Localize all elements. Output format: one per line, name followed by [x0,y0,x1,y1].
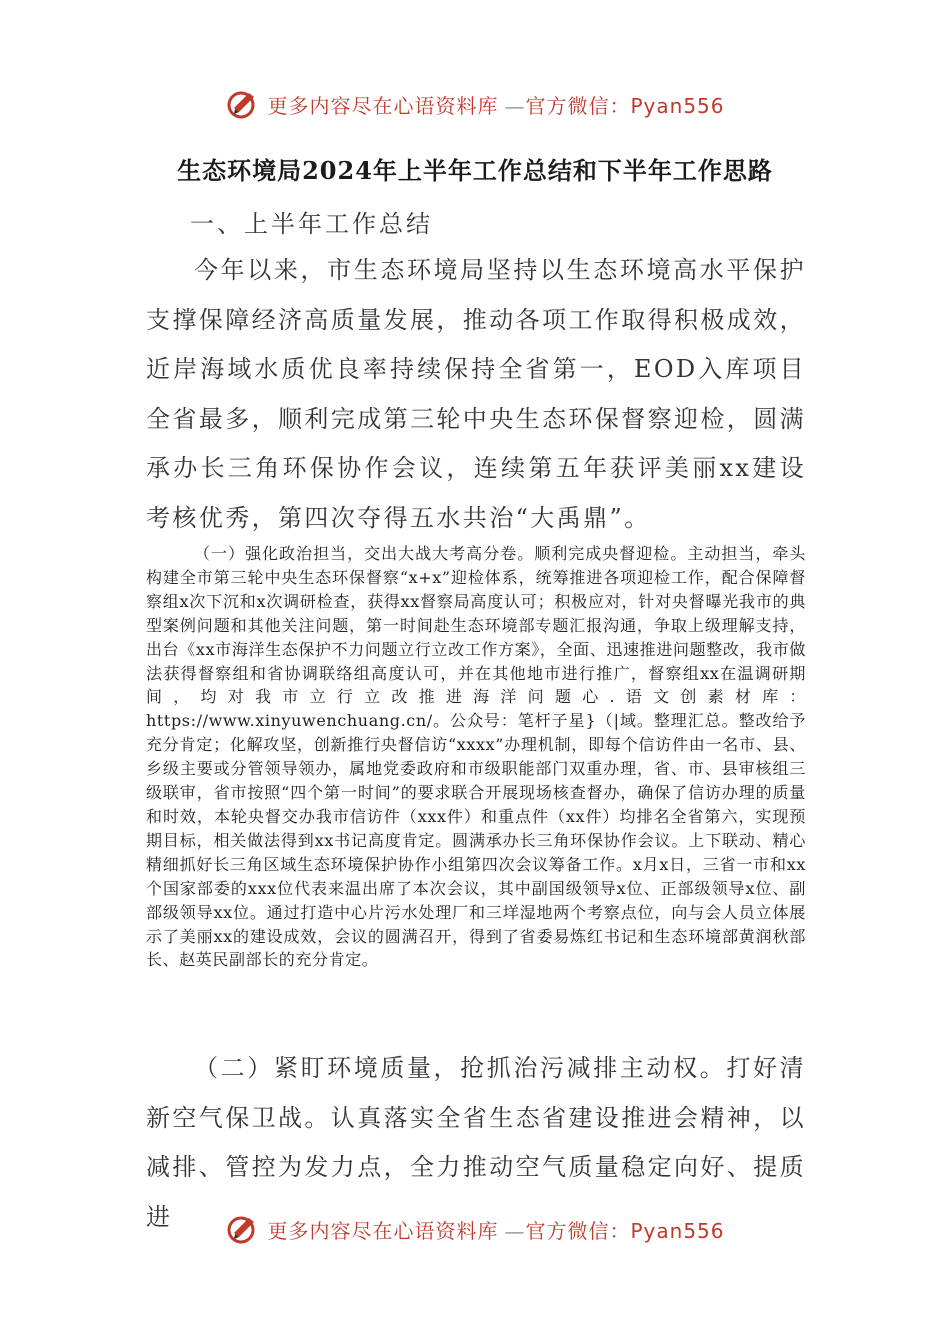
header-watermark-banner [0,84,950,124]
footer-watermark-banner [0,1209,950,1249]
header-banner-dash: — [504,93,526,118]
footer-banner-label: 官方微信： [525,1218,631,1243]
footer-banner-dash: — [504,1218,526,1243]
header-banner-wechat: Pyan556 [630,93,725,118]
pen-seal-logo-icon [225,86,261,122]
header-banner-main: 更多内容尽在心语资料库 [267,93,499,118]
subsection-2-paragraph: （二）紧盯环境质量，抢抓治污减排主动权。打好清新空气保卫战。认真落实全省生态省建设推进会精神，以减排、管控为发力点，全力推动空气质量稳定向好、提质进 [146,1054,806,1231]
document-title: 生态环境局2024年上半年工作总结和下半年工作思路 [177,156,773,185]
header-banner-text [267,90,724,119]
intro-paragraph: 今年以来，市生态环境局坚持以生态环境高水平保护支撑保障经济高质量发展，推动各项工作取得积极成效，近岸海域水质优良率持续保持全省第一，EOD入库项目全省最多，顺利完成第三轮中央生态环保督察迎检，圆满承办长三角环保协作会议，连续第五年获评美丽xx建设考核优秀，第四次夺得五水共治“大禹鼎”。 [146,256,806,532]
footer-banner-text [267,1215,724,1244]
footer-banner-main: 更多内容尽在心语资料库 [267,1218,499,1243]
subsection-1-paragraph: （一）强化政治担当，交出大战大考高分卷。顺利完成央督迎检。主动担当，牵头构建全市第三轮中央生态环保督察“x+x”迎检体系，统筹推进各项迎检工作，配合保障督察组x次下沉和x次调研检查，获得xx督察局高度认可；积极应对，针对央督曝光我市的典型案例问题和其他关注问题，第一时间赴生态环境部专题汇报沟通，争取上级理解支持，出台《xx市海洋生态保护不力问题立行立改工作方案》，全面、迅速推进问题整改，我市做法获得督察组和省协调联络组高度认可，并在其他地市进行推广，督察组xx在温调研期间，均对我市立行立改推进海洋问题心.语文创素材库：https://www.xinyuwenchuang.cn/。公众号：笔杆子星}（|域。整理汇总。整改给予充分肯定；化解攻坚，创新推行央督信访“xxxx”办理机制，即每个信访件由一名市、县、乡级主要或分管领导领办，属地党委政府和市级职能部门双重办理，省、市、县审核组三级联审，省市按照“四个第一时间”的要求联合开展现场核查督办，确保了信访办理的质量和时效，本轮央督交办我市信访件（xxx件）和重点件（xx件）均排名全省第六，实现预期目标，相关做法得到xx书记高度肯定。圆满承办长三角环保协作会议。上下联动、精心精细抓好长三角区域生态环境保护协作小组第四次会议筹备工作。x月x日，三省一市和xx个国家部委的xxx位代表来温出席了本次会议，其中副国级领导x位、正部级领导x位、副部级领导xx位。通过打造中心片污水处理厂和三垟湿地两个考察点位，向与会人员立体展示了美丽xx的建设成效，会议的圆满召开，得到了省委易炼红书记和生态环境部黄润秋部长、赵英民副部长的充分肯定。 [146,544,806,970]
footer-banner-wechat: Pyan556 [630,1218,725,1243]
header-banner-label: 官方微信： [525,93,631,118]
pen-seal-logo-icon [225,1211,261,1247]
section-heading: 一、上半年工作总结 [190,210,433,238]
